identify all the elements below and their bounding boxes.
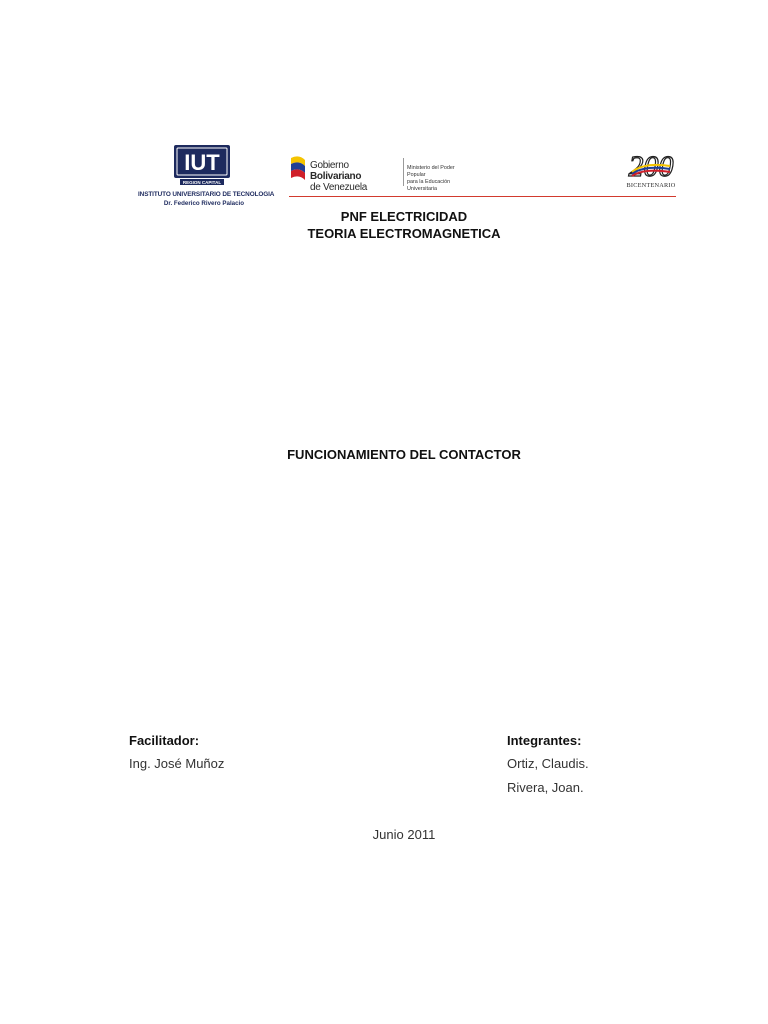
course-name: TEORIA ELECTROMAGNETICA	[307, 225, 501, 241]
iut-region-text: REGION CAPITAL	[182, 180, 222, 185]
venezuela-flag-icon	[289, 154, 307, 184]
iut-mark-text: IUT	[184, 150, 220, 175]
bicentenario-logo	[624, 142, 678, 192]
bicentenario-emblem-icon	[626, 142, 676, 182]
header-red-rule	[289, 196, 676, 197]
facilitator-name: Ing. José Muñoz	[129, 756, 225, 771]
gobierno-name: Gobierno Bolivariano de Venezuela	[310, 160, 368, 193]
members-label: Integrantes:	[507, 733, 582, 748]
svg-text:200: 200	[628, 150, 674, 182]
program-name: PNF ELECTRICIDAD	[340, 209, 468, 224]
bicentenario-caption: BICENTENARIO	[626, 182, 676, 189]
document-title: FUNCIONAMIENTO DEL CONTACTOR	[287, 447, 521, 462]
gobierno-logo	[289, 146, 459, 194]
iut-institution-name: INSTITUTO UNIVERSITARIO DE TECNOLOGIA	[138, 191, 275, 198]
facilitator-label: Facilitador:	[129, 733, 200, 748]
iut-institution-subtitle: Dr. Federico Rivero Palacio	[163, 200, 245, 207]
ministry-name: Ministerio del Poder Popular para la Educación Universitaria	[407, 165, 455, 192]
member-name: Rivera, Joan.	[507, 780, 584, 795]
iut-logo	[138, 145, 275, 207]
document-date: Junio 2011	[372, 827, 436, 842]
member-name: Ortiz, Claudis.	[507, 756, 589, 771]
gobierno-divider	[403, 158, 404, 186]
iut-emblem-icon	[174, 145, 230, 185]
program-heading	[254, 209, 554, 242]
